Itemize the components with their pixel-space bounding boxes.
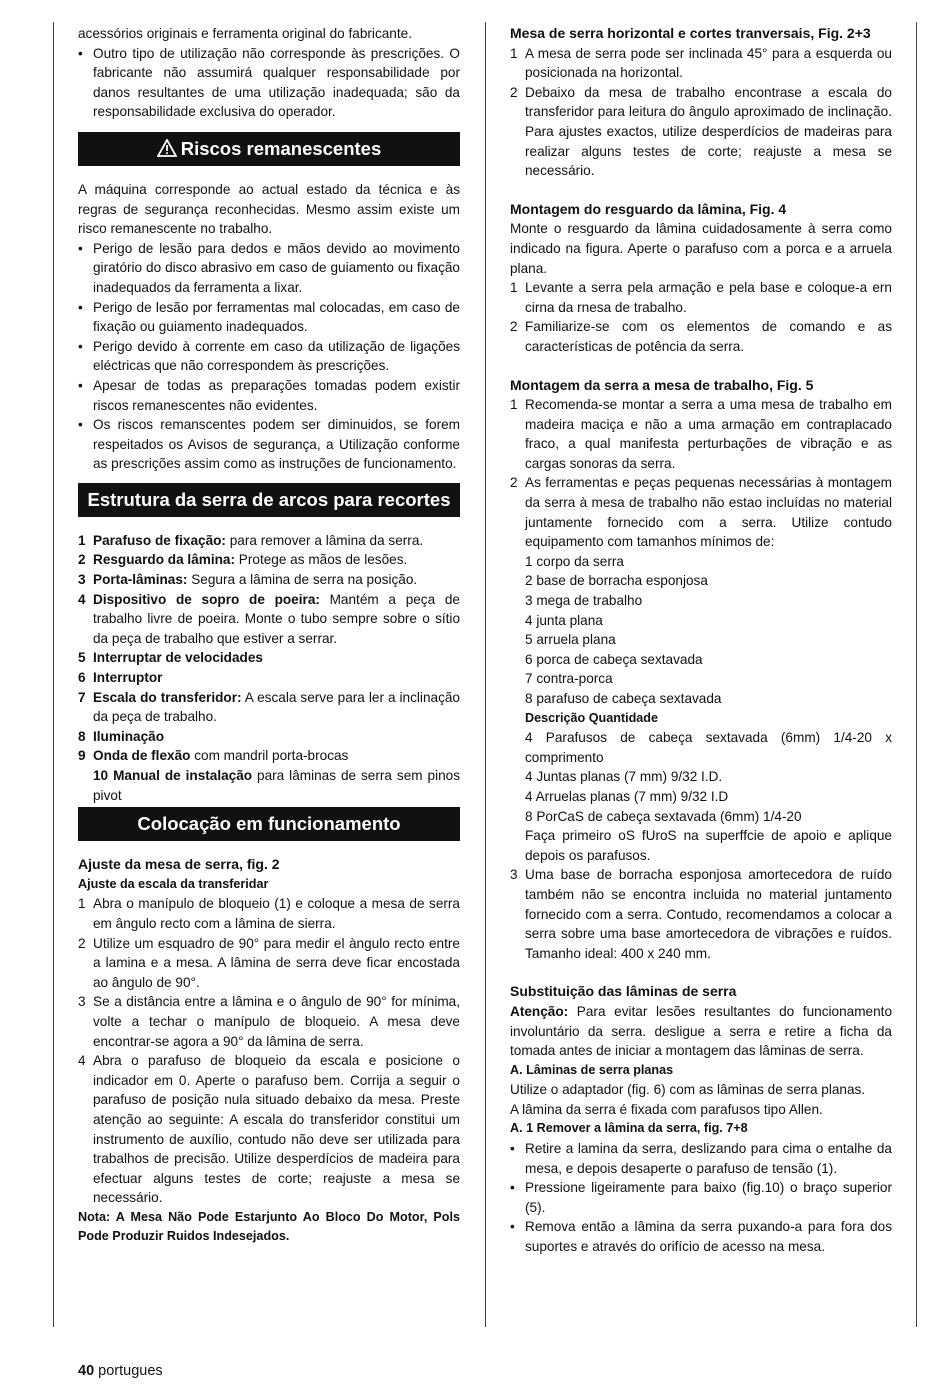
guard-steps [510,278,892,356]
list-item: • Retire a lamina da serra, deslizando para cima o entalhe da mesa, e depois desaperte o parafuso de tensão (1). [510,1139,892,1178]
center-column-rule [485,22,486,1327]
list-item: 2 Familiarize-se com os elementos de comando e as características de potência da serra. [510,319,892,354]
table-row: 8 PorCaS de cabeça sextavada (6mm) 1/4-20 [525,808,802,824]
right-margin-rule [916,22,917,1327]
section-bar-startup [78,807,460,841]
attention-paragraph: Atenção: Para evitar lesões resultantes do funcionamento involuntário da serra. desligue a serra e retire a ficha da tomada antes de iniciar a montagem das lâminas de serra. [510,1003,892,1059]
table-row: 4 Parafusos de cabeça sextavada (6mm) 1/4-20 x comprimento [525,730,892,765]
subsection-title: Montagem da serra a mesa de trabalho, Fig. 5 [510,376,814,393]
list-item: 2 Resguardo da lâmina: Protege as mãos de lesões. [78,552,408,568]
list-item: 3 Se a distância entre a lâmina e o ângulo de 90° for mínima, volte a techar o manípulo de bloqueio. A mesa deve encontrar-se agora a 90° da lâmina de serra. [78,994,460,1049]
page-footer [78,1362,163,1382]
list-item: 8 Iluminação [78,728,165,744]
list-item: 6 Interruptor [78,670,163,686]
list-item: 2 Debaixo da mesa de trabalho encontrase a escala do transferidor para leitura do ângulo aproximado de inclinação. Para ajustes exactos, utilize desperdícios de madeiras para realizar alguns testes de corte; reajuste a mesa se necessário. [510,84,892,179]
right-column [510,24,892,1257]
list-item: • Pressione ligeiramente para baixo (fig.10) o braço superior (5). [510,1178,892,1217]
list-item: 4 Abra o parafuso de bloqueio da escala e posicione o indicador em 0. Aperte o parafuso bem. Corrija a seguir o parafuso de posição nula situado debaixo da mesa. Preste atenção ao seguinte: A escala do transferidor constitui um instrumento de auxílio, contudo não deve ser utilizada para trabalhos de precisão. Utilize desperdícios de madeira para efectuar alguns testes de corte; reajuste a mesa se necessário. [78,1053,460,1206]
list-item: 7 contra-porca [525,671,613,687]
subsubsection-title: A. Lâminas de serra planas [510,1062,674,1077]
list-item: • Apesar de todas as preparações tomadas podem existir riscos remanescentes não evidentes. [78,376,460,415]
left-margin-rule [53,22,54,1327]
section-title: Riscos remanescentes [180,137,382,159]
section-bar-structure [78,483,460,517]
mounting-steps [510,395,892,963]
subsubsection-title: Ajuste da escala da transferidar [78,876,269,891]
page-number: 40 [78,1363,95,1379]
table-note: Nota: A Mesa Não Pode Estarjunto Ao Bloco Do Motor, Pols Pode Produzir Ruidos Indesejados. [78,1209,460,1244]
intro-bullet-list [78,44,460,122]
risks-list [78,239,460,474]
horizontal-steps [510,44,892,181]
list-item: • Outro tipo de utilização não corresponde às prescrições. O fabricante não assumirá qualquer responsabilidade por danos resultantes de uma utilização inadequada; são da responsabilidade exclusiva do operador. [78,44,460,122]
section-bar-risks [78,132,460,166]
table-row: 4 Arruelas planas (7 mm) 9/32 I.D [525,788,729,804]
parts-list [525,552,892,709]
table-row: 4 Juntas planas (7 mm) 9/32 I.D. [525,769,723,785]
list-item: 3 Uma base de borracha esponjosa amortecedora de ruído também não se encontra incluida no material juntamento fornecido com a serra. Contudo, recomendamos a colocar a serra sobre uma base amortecedora de vibrações e ruídos. Tamanho ideal: 400 x 240 mm. [510,867,892,961]
list-item: 1 A mesa de serra pode ser inclinada 45° para a esquerda ou posicionada na horizontal. [510,45,892,81]
startup-steps [78,894,460,1208]
list-item: 3 Porta-lâminas: Segura a lâmina de serra na posição. [78,572,418,588]
subsection-title: Mesa de serra horizontal e cortes tranversais, Fig. 2+3 [510,25,871,41]
intro-line: acessórios originais e ferramenta original do fabricante. [78,26,412,41]
list-item: 7 Escala do transferidor: A escala serve para ler a inclinação da peça de trabalho. [78,689,460,725]
list-item: 1 Levante a serra pela armação e pela base e coloque-a ern cirna da rnesa de trabalho. [510,280,892,315]
list-item: 2 As ferramentas e peças pequenas necessárias à montagem da serra à mesa de trabalho não estao incluídas no material juntamente fornecido com a serra. Utilize contudo equipamento com tamanhos mínimos de: 1 corpo da serra 2 base de borracha esponjosa 3 mega de trabalho 4 junta plana 5 arruela plana 6 porca de cabeça sextavada 7 contra-porca 8 parafuso de cabeça sextavada Descrição Quantidade 4 Parafusos de cabeça sextavada (6mm) 1/4-20 x comprimento 4 Juntas planas (7 mm) 9/32 I.D. 4 Arruelas planas (7 mm) 9/32 I.D 8 PorCaS de cabeça sextavada (6mm) 1/4-20 Faça primeiro oS fUroS na superffcie de apoio e aplique depois os parafusos. [510,473,892,865]
list-item: • Os riscos remanscentes podem ser diminuidos, se forem respeitados os Avisos de segurança, a Utilização conforme as prescrições assim como as instruções de funcionamento. [78,415,460,474]
list-item: • Perigo de lesão por ferramentas mal colocadas, em caso de fixação ou guiamento inadequados. [78,298,460,337]
list-item: 6 porca de cabeça sextavada [525,651,703,667]
list-item: • Perigo devido à corrente em caso da utilização de ligações eléctricas que não correspondem às prescrições. [78,337,460,376]
subsection-title: Ajuste da mesa de serra, fig. 2 [78,856,280,873]
list-item: 1 Parafuso de fixação: para remover a lâmina da serra. [78,532,424,548]
footer-language: portugues [98,1363,163,1379]
list-item: 5 Interruptar de velocidades [78,650,263,666]
list-item: 2 base de borracha esponjosa [525,573,708,589]
list-item: • Perigo de lesão para dedos e mãos devido ao movimento giratório do disco abrasivo em caso de guiamento ou fixação inadequados da ferramenta a lixar. [78,239,460,298]
list-item: • Remova então a lâmina da serra puxando-a para fora dos suportes e através do orifício de acesso na mesa. [510,1217,892,1256]
list-item: 2 Utilize um esquadro de 90° para medir el àngulo recto entre a lamina e a mesa. A lâmina de serra deve ficar encostada ao ângulo de 90°. [78,935,460,990]
section-title: Colocação em funcionamento [137,813,401,835]
left-column [78,24,460,1247]
replace-list [510,1139,892,1257]
paragraph: A lâmina da serra é fixada com parafusos tipo Allen. [510,1101,823,1117]
subsection-title: Substituição das lâminas de serra [510,983,737,1000]
list-item: 1 corpo da serra [525,553,624,569]
list-item: 4 Dispositivo de sopro de poeira: Mantém a peça de trabalho livre de poeira. Monte o tubo sempre sobre o sítio da peça de trabalho que estiver a serrar. [78,591,460,646]
list-item: 8 parafuso de cabeça sextavada [525,691,722,706]
list-item: 4 junta plana [525,612,603,628]
holes-note: Faça primeiro oS fUroS na superffcie de apoio e aplique depois os parafusos. [525,828,892,863]
paragraph: Utilize o adaptador (fig. 6) com as lâminas de serra planas. [510,1082,866,1098]
structure-list [78,531,460,805]
section-title: Estrutura da serra de arcos para recortes [87,488,451,510]
list-item: 9 Onda de flexão com mandril porta-brocas [78,748,349,764]
list-item: 10 Manual de instalação para lâminas de serra sem pinos pivot [93,768,461,803]
subsection-title: Montagem do resguardo da lâmina, Fig. 4 [510,200,787,217]
risks-intro: A máquina corresponde ao actual estado da técnica e às regras de segurança reconhecidas. Mesmo assim existe um risco remanescente no trabalho. [78,181,460,237]
list-item: 1 Abra o manípulo de bloqueio (1) e coloque a mesa de serra em ângulo recto com a lâmina de sierra. [78,896,460,931]
subsubsection-title: A. 1 Remover a lâmina da serra, fig. 7+8 [510,1121,748,1136]
table-header: Descrição Quantidade [525,710,658,725]
guard-intro: Monte o resguardo da lâmina cuidadosamente à serra como indicado na figura. Aperte o parafuso com a porca e a arruela plana. [510,221,892,276]
list-item: 3 mega de trabalho [525,593,643,609]
warning-triangle-icon [157,139,177,157]
list-item: 1 Recomenda-se montar a serra a uma mesa de trabalho em madeira maciça e não a uma armação em contraplacado fraco, a qual manifesta perturbações de vibração e as cargas sonoras da serra. [510,397,892,471]
list-item: 5 arruela plana [525,632,616,648]
